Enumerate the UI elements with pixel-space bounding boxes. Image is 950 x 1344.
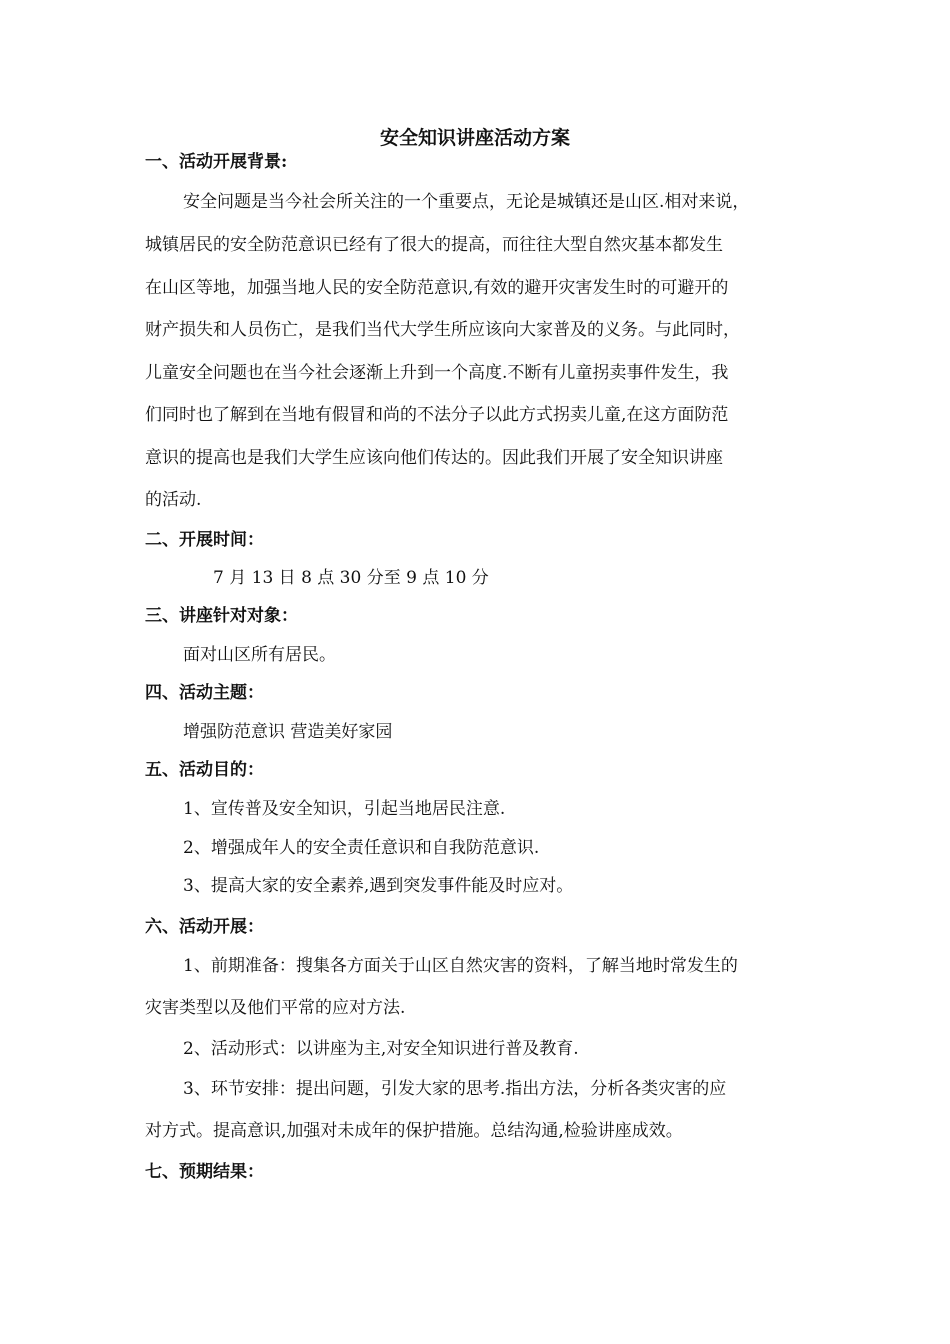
audience-text: 面对山区所有居民。 <box>183 645 336 665</box>
activity-line: 对方式。提高意识,加强对未成年的保护措施。总结沟通,检验讲座成效。 <box>145 1121 683 1141</box>
paragraph-line: 们同时也了解到在当地有假冒和尚的不法分子以此方式拐卖儿童,在这方面防范 <box>145 405 729 425</box>
section-heading-time: 二、开展时间： <box>145 530 264 550</box>
paragraph-line: 城镇居民的安全防范意识已经有了很大的提高，而往往大型自然灾基本都发生 <box>145 235 723 255</box>
theme-text: 增强防范意识 营造美好家园 <box>183 722 393 742</box>
activity-line: 灾害类型以及他们平常的应对方法. <box>145 998 406 1018</box>
document-title: 安全知识讲座活动方案 <box>379 127 570 149</box>
section-heading-theme: 四、活动主题： <box>145 683 264 703</box>
paragraph-line: 在山区等地，加强当地人民的安全防范意识,有效的避开灾害发生时的可避开的 <box>145 278 729 298</box>
schedule-time: 7 月 13 日 8 点 30 分至 9 点 10 分 <box>213 568 489 588</box>
paragraph-line: 儿童安全问题也在当今社会逐渐上升到一个高度.不断有儿童拐卖事件发生，我 <box>145 363 729 383</box>
section-heading-purpose: 五、活动目的： <box>145 760 264 780</box>
activity-line: 1、前期准备：搜集各方面关于山区自然灾害的资料，了解当地时常发生的 <box>183 956 738 976</box>
purpose-item: 2、增强成年人的安全责任意识和自我防范意识. <box>183 838 540 858</box>
activity-line: 2、活动形式：以讲座为主,对安全知识进行普及教育. <box>183 1039 579 1059</box>
section-heading-audience: 三、讲座针对对象： <box>145 606 298 626</box>
activity-line: 3、环节安排：提出问题，引发大家的思考.指出方法，分析各类灾害的应 <box>183 1079 727 1099</box>
paragraph-line: 安全问题是当今社会所关注的一个重要点，无论是城镇还是山区.相对来说， <box>183 192 750 212</box>
purpose-item: 3、提高大家的安全素养,遇到突发事件能及时应对。 <box>183 876 574 896</box>
paragraph-line: 财产损失和人员伤亡，是我们当代大学生所应该向大家普及的义务。与此同时， <box>145 320 740 340</box>
paragraph-line: 的活动. <box>145 490 202 510</box>
section-heading-activities: 六、活动开展： <box>145 917 264 937</box>
section-heading-results: 七、预期结果： <box>145 1162 264 1182</box>
purpose-item: 1、宣传普及安全知识，引起当地居民注意. <box>183 799 506 819</box>
section-heading-background: 一、活动开展背景: <box>145 152 288 172</box>
paragraph-line: 意识的提高也是我们大学生应该向他们传达的。因此我们开展了安全知识讲座 <box>145 448 723 468</box>
